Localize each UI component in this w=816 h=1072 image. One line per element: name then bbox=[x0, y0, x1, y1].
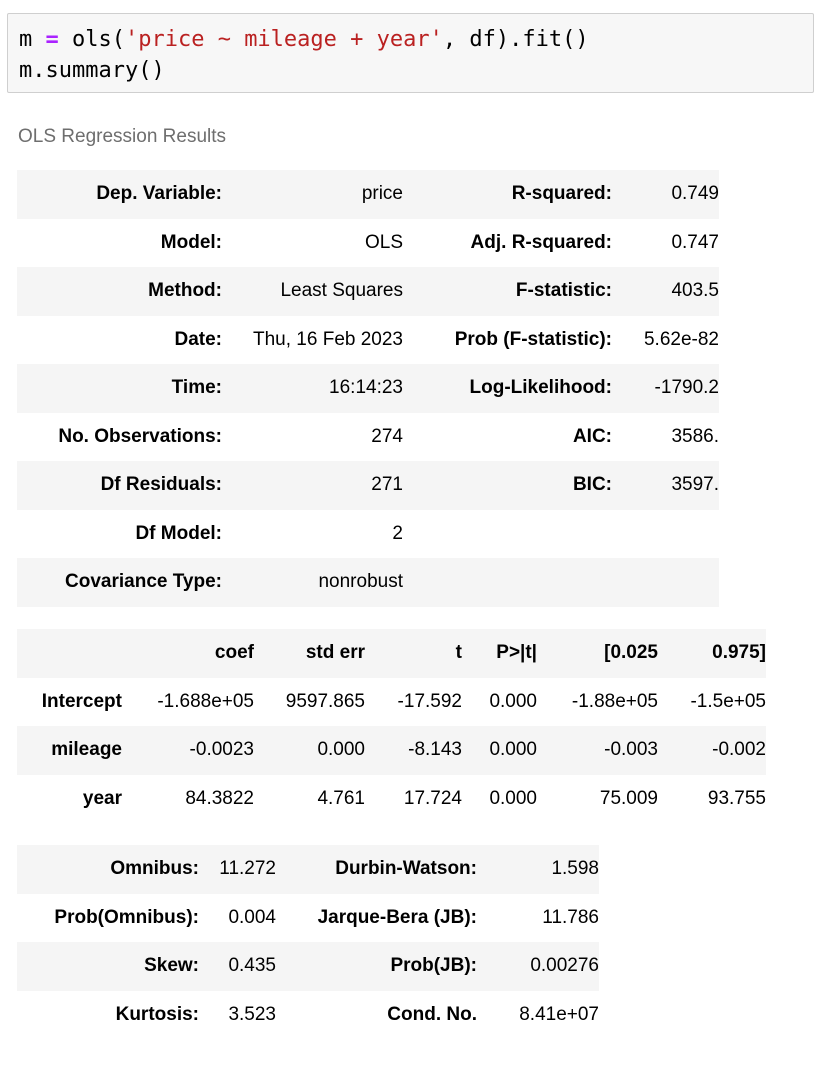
cell-std-err: 0.000 bbox=[254, 726, 365, 775]
row-value: 274 bbox=[371, 425, 403, 447]
row-value: OLS bbox=[364, 231, 403, 253]
code-formula-string: 'price ~ mileage + year' bbox=[124, 27, 443, 52]
cell-t: -8.143 bbox=[365, 726, 462, 775]
row-value: -1790.2 bbox=[612, 364, 719, 413]
row-label: Method: bbox=[17, 267, 222, 316]
row-value: 271 bbox=[222, 461, 403, 510]
diagnostics-table bbox=[17, 845, 599, 1039]
model-summary-table bbox=[17, 170, 719, 607]
cell-t: -17.592 bbox=[397, 690, 462, 712]
cell-ci-high: -1.5e+05 bbox=[690, 690, 766, 712]
row-value: 0.00276 bbox=[477, 942, 599, 991]
table-row bbox=[17, 510, 719, 559]
cell-ci-high: -0.002 bbox=[658, 726, 766, 775]
row-value bbox=[612, 558, 719, 607]
code-var: m bbox=[19, 27, 33, 52]
table-row bbox=[17, 894, 599, 943]
row-label: Dep. Variable: bbox=[17, 170, 222, 219]
row-value: 0.749 bbox=[612, 170, 719, 219]
row-label: mileage bbox=[17, 726, 122, 775]
row-label: Adj. R-squared: bbox=[470, 231, 612, 253]
cell-coef: -0.0023 bbox=[122, 726, 254, 775]
table-row bbox=[17, 413, 719, 462]
table-header-row bbox=[17, 629, 766, 678]
row-label: Df Residuals: bbox=[17, 461, 222, 510]
cell-ci-high: 93.755 bbox=[707, 787, 766, 809]
row-label: Df Model: bbox=[135, 522, 222, 544]
row-label bbox=[403, 558, 612, 607]
row-label: Time: bbox=[17, 364, 222, 413]
row-label: Skew: bbox=[17, 942, 199, 991]
row-value: 0.435 bbox=[199, 942, 276, 991]
table-row bbox=[17, 316, 719, 365]
table-row bbox=[17, 267, 719, 316]
row-label: Date: bbox=[174, 328, 222, 350]
cell-p: 0.000 bbox=[462, 726, 537, 775]
cell-p: 0.000 bbox=[489, 787, 537, 809]
column-header: t bbox=[365, 629, 462, 678]
row-value: price bbox=[222, 170, 403, 219]
row-value: 11.786 bbox=[542, 906, 599, 928]
row-label: Cond. No. bbox=[387, 1003, 477, 1025]
table-row bbox=[17, 461, 719, 510]
row-value: 5.62e-82 bbox=[643, 328, 719, 350]
cell-t: 17.724 bbox=[403, 787, 462, 809]
row-value: 3597. bbox=[612, 461, 719, 510]
row-value: 1.598 bbox=[477, 845, 599, 894]
table-row bbox=[17, 775, 766, 824]
cell-std-err: 4.761 bbox=[317, 787, 365, 809]
table-row bbox=[17, 726, 766, 775]
code-operator: = bbox=[45, 27, 59, 52]
column-header: std err bbox=[254, 629, 365, 678]
row-value: 2 bbox=[392, 522, 403, 544]
row-value: 3586. bbox=[671, 425, 719, 447]
row-value: 3.523 bbox=[228, 1003, 276, 1025]
cell-ci-low: 75.009 bbox=[599, 787, 658, 809]
code-line-2: m.summary() bbox=[19, 58, 165, 83]
row-label: Log-Likelihood: bbox=[403, 364, 612, 413]
table-row bbox=[17, 364, 719, 413]
cell-std-err: 9597.865 bbox=[285, 690, 365, 712]
row-label: Model: bbox=[160, 231, 222, 253]
table-row bbox=[17, 942, 599, 991]
cell-coef: 84.3822 bbox=[185, 787, 254, 809]
row-value: 403.5 bbox=[612, 267, 719, 316]
row-label: year bbox=[82, 787, 122, 809]
row-label: Covariance Type: bbox=[17, 558, 222, 607]
column-header bbox=[17, 629, 122, 678]
table-row bbox=[17, 678, 766, 727]
row-value: 0.747 bbox=[671, 231, 719, 253]
row-label: Jarque-Bera (JB): bbox=[317, 906, 477, 928]
code-line-1 bbox=[19, 25, 589, 55]
row-label: Prob(JB): bbox=[276, 942, 477, 991]
cell-ci-low: -1.88e+05 bbox=[571, 690, 658, 712]
row-value: 8.41e+07 bbox=[519, 1003, 599, 1025]
row-value: 0.004 bbox=[228, 906, 276, 928]
table-row bbox=[17, 170, 719, 219]
coefficient-table bbox=[17, 629, 766, 823]
cell-coef: -1.688e+05 bbox=[157, 690, 254, 712]
column-header: P>|t| bbox=[462, 629, 537, 678]
row-label: Durbin-Watson: bbox=[276, 845, 477, 894]
row-value: Thu, 16 Feb 2023 bbox=[253, 328, 403, 350]
code-cell[interactable] bbox=[7, 13, 814, 93]
row-label: R-squared: bbox=[403, 170, 612, 219]
code-call-tail: , df).fit() bbox=[442, 27, 589, 52]
row-value: Least Squares bbox=[222, 267, 403, 316]
row-label: Prob(Omnibus): bbox=[54, 906, 199, 928]
row-label: BIC: bbox=[403, 461, 612, 510]
row-label: F-statistic: bbox=[403, 267, 612, 316]
row-label: Prob (F-statistic): bbox=[454, 328, 612, 350]
row-value: 16:14:23 bbox=[222, 364, 403, 413]
table-row bbox=[17, 558, 719, 607]
row-label: No. Observations: bbox=[58, 425, 222, 447]
table-row bbox=[17, 219, 719, 268]
row-label: Intercept bbox=[41, 690, 122, 712]
row-label bbox=[403, 510, 612, 559]
results-caption: OLS Regression Results bbox=[18, 126, 227, 147]
row-label: AIC: bbox=[572, 425, 612, 447]
row-label: Omnibus: bbox=[17, 845, 199, 894]
column-header: 0.975] bbox=[658, 629, 766, 678]
cell-ci-low: -0.003 bbox=[537, 726, 658, 775]
table-row bbox=[17, 845, 599, 894]
row-value: 11.272 bbox=[199, 845, 276, 894]
row-label: Kurtosis: bbox=[115, 1003, 199, 1025]
row-value: nonrobust bbox=[222, 558, 403, 607]
column-header: [0.025 bbox=[537, 629, 658, 678]
table-row bbox=[17, 991, 599, 1040]
code-call: ols( bbox=[72, 27, 125, 52]
row-value bbox=[612, 510, 719, 559]
column-header: coef bbox=[122, 629, 254, 678]
cell-p: 0.000 bbox=[489, 690, 537, 712]
